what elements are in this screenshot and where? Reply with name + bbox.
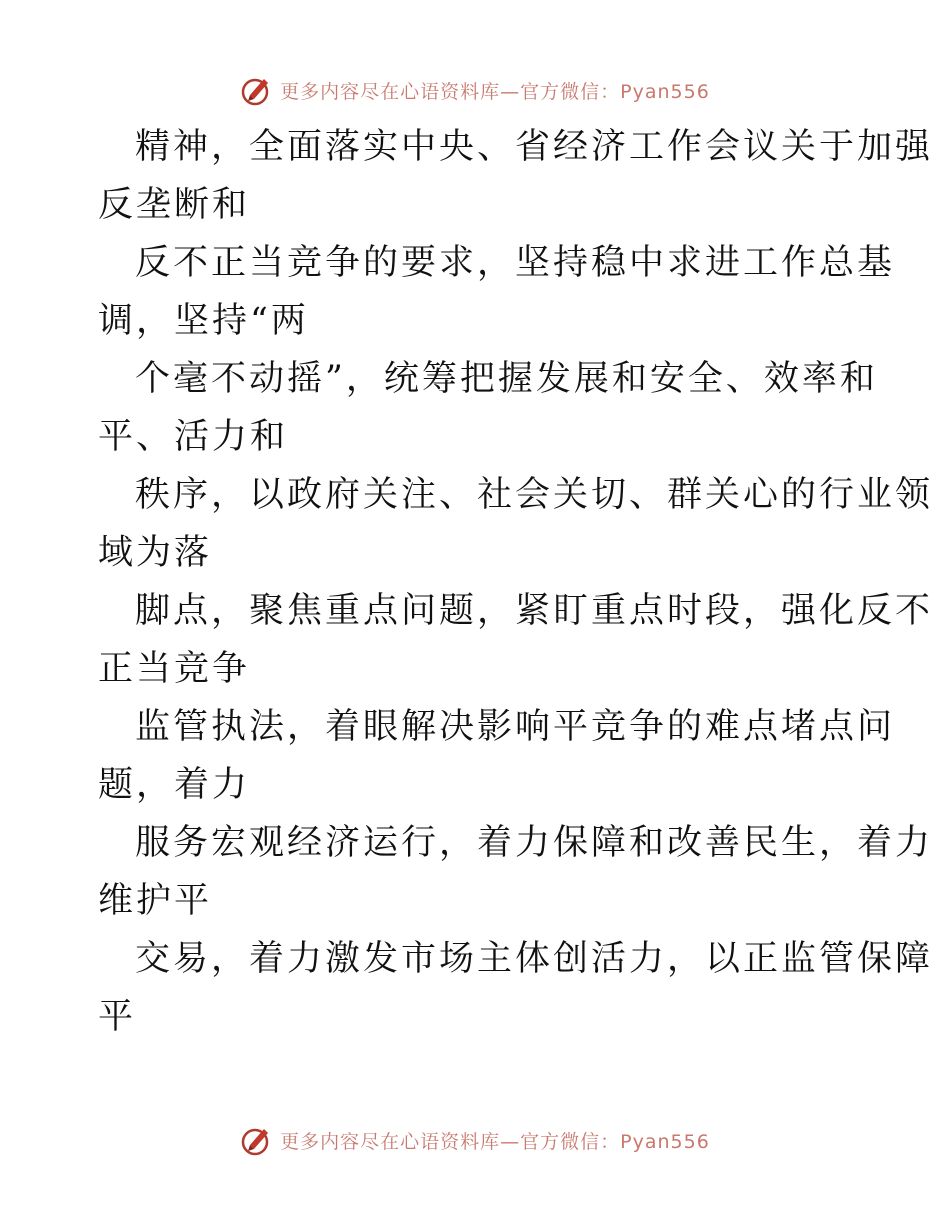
text-line: 反垄断和	[98, 185, 251, 225]
header-banner	[0, 70, 950, 110]
text-line: 秩序，以政府关注、社会关切、群关心的行业领	[135, 475, 934, 515]
text-line: 域为落	[98, 533, 213, 573]
text-line: 调，坚持“两	[98, 301, 309, 341]
text-line: 交易，着力激发市场主体创活力，以正监管保障	[135, 939, 934, 979]
text-line: 平、活力和	[98, 417, 289, 457]
text-line: 监管执法，着眼解决影响平竞争的难点堵点问	[135, 707, 896, 747]
text-line: 精神，全面落实中央、省经济工作会议关于加强	[135, 127, 934, 167]
pen-nib-logo-icon	[240, 73, 274, 107]
pen-nib-logo-icon	[240, 1123, 274, 1157]
text-line: 服务宏观经济运行，着力保障和改善民生，着力	[135, 823, 934, 863]
text-line: 题，着力	[98, 765, 251, 805]
document-body	[98, 118, 934, 1046]
banner-text: 更多内容尽在心语资料库—官方微信：Pyan556	[280, 1130, 710, 1153]
text-line: 维护平	[98, 881, 213, 921]
banner-text: 更多内容尽在心语资料库—官方微信：Pyan556	[280, 80, 710, 103]
text-line: 正当竞争	[98, 649, 251, 689]
text-line: 脚点，聚焦重点问题，紧盯重点时段，强化反不	[135, 591, 934, 631]
text-line: 个毫不动摇”，统筹把握发展和安全、效率和	[135, 359, 878, 399]
text-line: 平	[98, 997, 137, 1037]
footer-banner	[0, 1120, 950, 1160]
text-line: 反不正当竞争的要求，坚持稳中求进工作总基	[135, 243, 896, 283]
